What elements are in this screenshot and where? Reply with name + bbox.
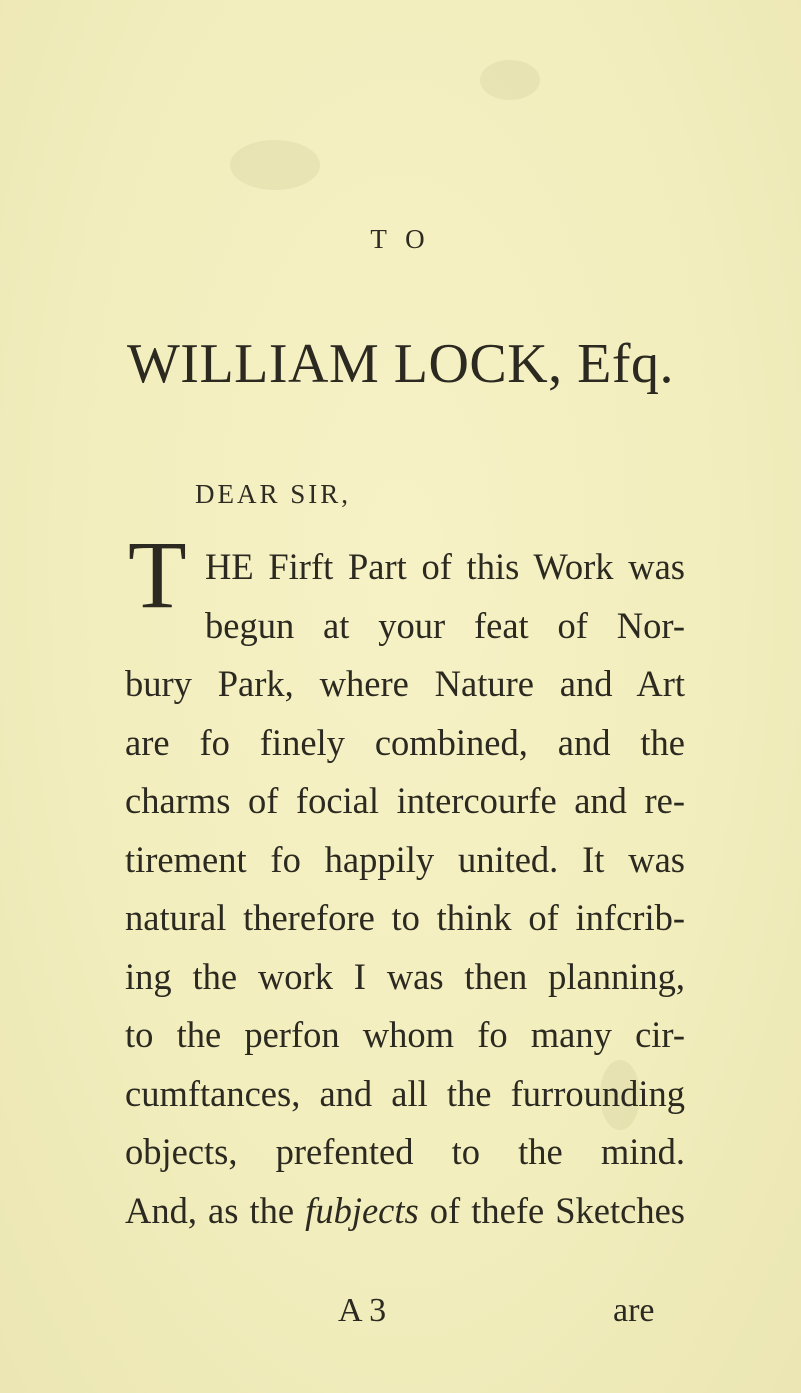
signature-mark: A 3: [338, 1292, 387, 1329]
body-line: to the perfon whom fo many cir-: [125, 1014, 685, 1055]
body-line: tirement fo happily united. It was: [125, 838, 685, 880]
body-line: bury Park, where Nature and Art: [125, 663, 685, 704]
body-line: cumftances, and all the furrounding: [125, 1072, 685, 1114]
paper-stain: [230, 140, 320, 190]
body-line: natural therefore to think of infcrib-: [125, 897, 685, 938]
salutation: DEAR SIR,: [195, 479, 352, 509]
body-line: begun at your feat of Nor-: [205, 604, 685, 646]
dedication-to: T O: [370, 224, 431, 254]
body-line: are fo finely combined, and the: [125, 721, 685, 763]
body-line: charms of focial intercourfe and re-: [125, 780, 685, 821]
drop-cap: T: [128, 521, 187, 628]
last-line-end: of thefe Sketches: [418, 1189, 685, 1231]
body-line: HE Firft Part of this Work was: [205, 546, 685, 587]
last-line-start: And, as the: [125, 1189, 306, 1231]
body-line: objects, prefented to the mind.: [125, 1131, 685, 1172]
body-line-last: [125, 1182, 685, 1241]
paper-stain: [480, 60, 540, 100]
dedication-addressee: WILLIAM LOCK, Efq.: [126, 333, 675, 395]
page-footer: [0, 1292, 801, 1342]
body-line: ing the work I was then planning,: [125, 955, 685, 997]
catchword: are: [613, 1292, 655, 1329]
dedication-body: [125, 538, 685, 1240]
last-line-italic: fubjects: [305, 1189, 419, 1231]
